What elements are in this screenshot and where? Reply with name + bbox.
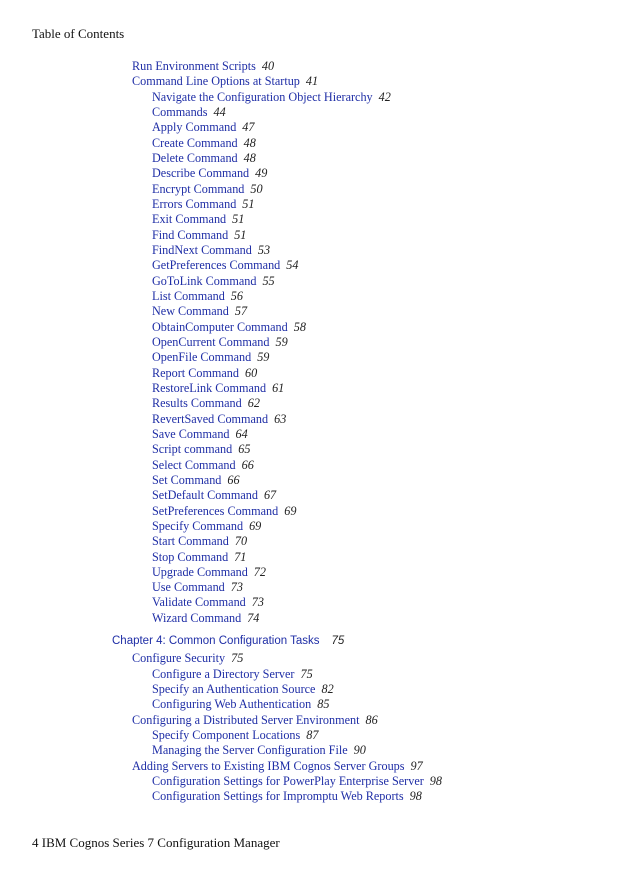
toc-entry-page: 57 [234, 304, 248, 319]
toc-entry-title[interactable]: Exit Command [152, 212, 227, 227]
toc-entry[interactable] [0, 381, 640, 396]
toc-entry-title[interactable]: RestoreLink Command [152, 380, 267, 395]
toc-entry-title[interactable]: Use Command [152, 580, 225, 595]
toc-entry-page: 51 [232, 212, 245, 227]
toc-entry[interactable] [0, 120, 640, 135]
toc-entry-page: 47 [242, 120, 255, 135]
toc-entry-title[interactable]: OpenFile Command [152, 350, 252, 365]
toc-entry[interactable] [0, 427, 640, 442]
toc-entry-page: 44 [213, 104, 226, 119]
toc-entry-page: 71 [234, 549, 247, 564]
toc-entry[interactable] [0, 228, 640, 243]
toc-entry-title[interactable]: Adding Servers to Existing IBM Cognos Server Groups [132, 758, 405, 773]
toc-entry-page: 53 [257, 242, 271, 257]
toc-entry[interactable] [0, 743, 640, 758]
toc-entry[interactable] [0, 366, 640, 381]
toc-entry-page: 98 [409, 789, 422, 804]
toc-entry-title[interactable]: Wizard Command [152, 610, 242, 625]
toc-entry-page: 51 [242, 196, 255, 211]
toc-entry-page: 60 [245, 365, 258, 380]
toc-entry-title[interactable]: SetPreferences Command [152, 503, 279, 518]
toc-entry-title[interactable]: Configure a Directory Server [152, 666, 295, 681]
toc-entry[interactable] [0, 59, 640, 74]
toc-entry[interactable] [0, 759, 640, 774]
toc-entry[interactable] [0, 320, 640, 335]
toc-entry-page: 67 [263, 488, 277, 503]
toc-entry-page: 70 [234, 534, 248, 549]
toc-entry[interactable] [0, 335, 640, 350]
table-of-contents [0, 59, 640, 805]
toc-entry[interactable] [0, 442, 640, 457]
toc-entry-page: 97 [410, 758, 423, 773]
toc-entry[interactable] [0, 504, 640, 519]
toc-entry-page: 51 [234, 227, 247, 242]
toc-entry[interactable] [0, 197, 640, 212]
toc-entry-title[interactable]: Save Command [152, 426, 230, 441]
toc-entry-title[interactable]: Set Command [152, 472, 222, 487]
toc-entry-title[interactable]: Delete Command [152, 150, 238, 165]
toc-entry-title[interactable]: FindNext Command [152, 242, 252, 257]
toc-entry-title[interactable]: RevertSaved Command [152, 411, 269, 426]
toc-entry[interactable] [0, 682, 640, 697]
toc-entry-title[interactable]: Describe Command [152, 166, 250, 181]
toc-entry-page: 61 [272, 380, 285, 395]
toc-entry-title[interactable]: Managing the Server Configuration File [152, 743, 348, 758]
toc-entry[interactable] [0, 90, 640, 105]
toc-entry-title[interactable]: Script command [152, 442, 233, 457]
toc-entry-title[interactable]: Commands [152, 104, 208, 119]
toc-entry-page: 65 [238, 442, 251, 457]
toc-entry-title[interactable]: GetPreferences Command [152, 258, 281, 273]
toc-entry-page: 73 [230, 580, 243, 595]
toc-entry[interactable] [0, 74, 640, 89]
toc-entry[interactable] [0, 667, 640, 682]
toc-entry[interactable] [0, 350, 640, 365]
toc-entry[interactable] [0, 580, 640, 595]
toc-entry-page: 48 [243, 150, 256, 165]
toc-chapter-entry[interactable] [0, 634, 640, 649]
toc-entry[interactable] [0, 182, 640, 197]
toc-entry[interactable] [0, 274, 640, 289]
toc-entry-page: 82 [321, 682, 334, 697]
toc-entry[interactable] [0, 105, 640, 120]
toc-entry-page: 66 [241, 457, 254, 472]
toc-entry-page: 66 [227, 472, 240, 487]
toc-entry-page: 56 [230, 288, 243, 303]
toc-entry-title[interactable]: Configuring a Distributed Server Environment [132, 712, 360, 727]
toc-entry-page: 98 [429, 774, 442, 789]
toc-entry-title[interactable]: Specify an Authentication Source [152, 682, 316, 697]
toc-entry-page: 62 [247, 396, 260, 411]
toc-entry-page: 69 [249, 518, 262, 533]
toc-entry[interactable] [0, 565, 640, 580]
running-footer: 4 IBM Cognos Series 7 Configuration Manager [32, 835, 280, 850]
toc-entry[interactable] [0, 595, 640, 610]
toc-entry-page: 58 [293, 319, 306, 334]
toc-entry[interactable] [0, 473, 640, 488]
toc-entry[interactable] [0, 151, 640, 166]
toc-entry[interactable] [0, 651, 640, 666]
toc-entry-title[interactable]: Configure Security [132, 651, 226, 666]
toc-entry-page: 73 [251, 595, 264, 610]
toc-entry-page: 48 [243, 135, 256, 150]
toc-entry[interactable] [0, 728, 640, 743]
toc-entry-title[interactable]: Encrypt Command [152, 181, 245, 196]
toc-entry[interactable] [0, 458, 640, 473]
toc-entry-title[interactable]: List Command [152, 288, 225, 303]
toc-entry[interactable] [0, 611, 640, 626]
toc-entry-title[interactable]: Specify Command [152, 518, 244, 533]
toc-entry[interactable] [0, 289, 640, 304]
toc-entry-page: 86 [365, 712, 378, 727]
toc-entry-page: 63 [274, 411, 287, 426]
toc-entry-title[interactable]: Specify Component Locations [152, 728, 301, 743]
toc-entry-page: 64 [235, 426, 248, 441]
toc-entry[interactable] [0, 136, 640, 151]
toc-entry-title[interactable]: GoToLink Command [152, 273, 257, 288]
toc-entry-title[interactable]: Find Command [152, 227, 229, 242]
toc-entry-page: 85 [317, 697, 330, 712]
toc-entry-title[interactable]: Select Command [152, 457, 236, 472]
toc-entry-title[interactable]: Navigate the Configuration Object Hierarchy [152, 89, 373, 104]
toc-entry-page: 87 [306, 728, 319, 743]
running-header: Table of Contents [32, 26, 125, 41]
toc-entry[interactable] [0, 697, 640, 712]
toc-entry-title[interactable]: Apply Command [152, 120, 237, 135]
toc-entry[interactable] [0, 212, 640, 227]
toc-entry-title[interactable]: Results Command [152, 396, 242, 411]
toc-entry-title[interactable]: Stop Command [152, 549, 229, 564]
toc-entry-title[interactable]: Report Command [152, 365, 239, 380]
toc-entry-title[interactable]: Upgrade Command [152, 564, 248, 579]
toc-entry-page: 55 [262, 273, 275, 288]
toc-entry-title[interactable]: Errors Command [152, 196, 237, 211]
toc-entry-title[interactable]: New Command [152, 304, 229, 319]
toc-entry[interactable] [0, 412, 640, 427]
toc-entry[interactable] [0, 550, 640, 565]
toc-entry-page: 49 [255, 166, 268, 181]
toc-entry[interactable] [0, 789, 640, 804]
toc-entry[interactable] [0, 519, 640, 534]
toc-entry[interactable] [0, 396, 640, 411]
toc-entry[interactable] [0, 166, 640, 181]
toc-entry[interactable] [0, 304, 640, 319]
toc-entry-page: 90 [353, 743, 366, 758]
toc-entry-page: 75 [331, 635, 345, 648]
toc-entry[interactable] [0, 713, 640, 728]
toc-entry-title[interactable]: Validate Command [152, 595, 246, 610]
toc-entry-title[interactable]: Start Command [152, 534, 229, 549]
toc-entry[interactable] [0, 534, 640, 549]
toc-entry[interactable] [0, 488, 640, 503]
toc-entry-page: 54 [286, 258, 299, 273]
toc-entry-title[interactable]: Create Command [152, 135, 238, 150]
toc-entry-page: 75 [300, 666, 313, 681]
toc-entry-page: 72 [253, 564, 266, 579]
toc-entry-page: 40 [261, 59, 275, 73]
toc-entry-page: 41 [305, 74, 319, 89]
toc-entry-page: 50 [250, 181, 263, 196]
toc-entry-title[interactable]: Configuration Settings for PowerPlay Enterprise Server [152, 774, 424, 789]
toc-entry-title[interactable]: Configuring Web Authentication [152, 697, 312, 712]
toc-entry-title[interactable]: ObtainComputer Command [152, 319, 288, 334]
toc-entry-title[interactable]: Run Environment Scripts [132, 59, 256, 73]
toc-entry-page: 59 [275, 334, 288, 349]
toc-entry-page: 75 [231, 651, 244, 666]
toc-entry-title[interactable]: Command Line Options at Startup [132, 74, 300, 89]
toc-entry-title[interactable]: OpenCurrent Command [152, 334, 270, 349]
toc-entry[interactable] [0, 243, 640, 258]
toc-entry[interactable] [0, 774, 640, 789]
toc-entry-page: 69 [284, 503, 297, 518]
toc-entry-page: 74 [247, 610, 260, 625]
toc-entry-page: 59 [257, 350, 270, 365]
toc-entry-page: 42 [378, 89, 391, 104]
toc-entry-title[interactable]: Chapter 4: Common Configuration Tasks [112, 635, 320, 648]
toc-entry[interactable] [0, 258, 640, 273]
toc-entry-title[interactable]: Configuration Settings for Impromptu Web Reports [152, 789, 404, 804]
toc-entry-title[interactable]: SetDefault Command [152, 488, 258, 503]
